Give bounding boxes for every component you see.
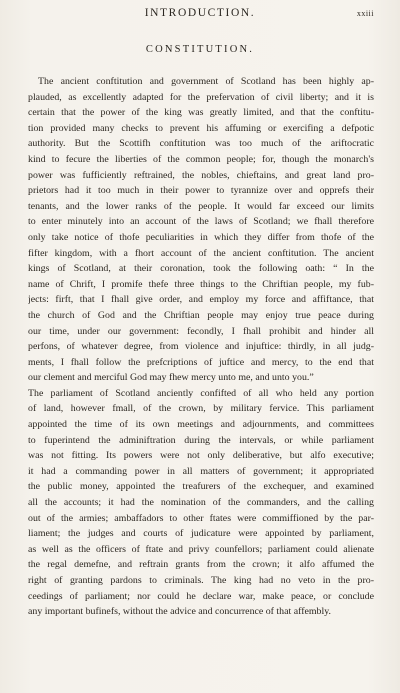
page-number: xxiii bbox=[356, 9, 374, 18]
text-line: out of the armies; ambaffadors to other ftates were commiffioned by the par- bbox=[28, 512, 374, 524]
text-line: power was fufficiently reftrained, the nobles, chieftains, and great land pro- bbox=[28, 169, 374, 181]
text-line: prietors had it too much in their power to tyrannize over and opprefs their bbox=[28, 185, 374, 197]
text-line: only take notice of thofe peculiarities in which they differ from thofe of the bbox=[28, 231, 374, 243]
text-line: ments, I fhall follow the prefcriptions of juftice and mercy, to the end that bbox=[28, 356, 374, 368]
text-line: to enter minutely into an account of the laws of Scotland; we fhall therefore bbox=[28, 216, 374, 228]
text-line: tenants, and the lower ranks of the people. It would far exceed our limits bbox=[28, 200, 374, 212]
text-line: it had a commanding power in all matters of government; it appropriated bbox=[28, 465, 374, 477]
text-line: jects: firft, that I fhall give order, and employ my force and affiftance, that bbox=[28, 294, 374, 306]
text-line: appointed the time of its own meetings and adjournments, and committees bbox=[28, 419, 374, 431]
text-line: all the accounts; it had the nomination of the commanders, and the calling bbox=[28, 497, 374, 509]
text-line: was not fitting. Its powers were not only deliberative, but alfo executive; bbox=[28, 450, 374, 462]
text-line: The ancient conftitution and government of Scotland has been highly ap- bbox=[38, 76, 374, 87]
text-line: authority. But the Scottifh conftitution was too much of the ariftocratic bbox=[28, 138, 374, 150]
section-title: CONSTITUTION. bbox=[145, 44, 255, 55]
running-head: INTRODUCTION. bbox=[144, 7, 256, 19]
text-line: to fuperintend the adminiftration during the intervals, or while parliament bbox=[28, 434, 374, 446]
text-line: tion provided many checks to prevent his affuming or exercifing a defpotic bbox=[28, 122, 374, 134]
body-text bbox=[28, 74, 374, 620]
text-line: certain that the power of the king was greatly limited, and that the conftitu- bbox=[28, 107, 374, 119]
text-line: our clement and merciful God may fhew mercy unto me, and unto you.” bbox=[28, 372, 314, 384]
text-line: the public money, appointed the treafurers of the exchequer, and examined bbox=[28, 481, 374, 493]
text-line: fifter kingdom, with a fhort account of the ancient conftitution. The ancient bbox=[28, 247, 374, 259]
text-line: of land, however fmall, of the crown, by military fervice. This parliament bbox=[28, 403, 374, 415]
text-line: The parliament of Scotland anciently confifted of all who held any portion bbox=[28, 387, 374, 399]
text-line: perfons, of whatever degree, from violence and injuftice: thirdly, in all judg- bbox=[28, 341, 374, 353]
text-line: right of granting pardons to criminals. The king had no veto in the pro- bbox=[28, 575, 374, 586]
text-line: kings of Scotland, at their coronation, took the following oath: “ In the bbox=[28, 263, 374, 275]
text-line: any important bufinefs, without the advice and concurrence of that affembly. bbox=[28, 606, 331, 618]
text-line: plauded, as excellently adapted for the prefervation of civil liberty; and it is bbox=[28, 91, 374, 103]
text-line: ceedings of parliament; nor could he declare war, make peace, or conclude bbox=[28, 590, 374, 602]
text-line: the regal demefne, and reftrain grants from the crown; it alfo affumed the bbox=[28, 559, 374, 571]
text-line: liament; the judges and courts of judicature were appointed by parliament, bbox=[28, 528, 374, 540]
text-line: as well as the officers of ftate and privy counfellors; parliament could alienate bbox=[28, 543, 374, 555]
text-line: the church of God and the Chriftian people may enjoy true peace during bbox=[28, 309, 374, 321]
text-line: kind to fecure the liberties of the common people; for, though the monarch's bbox=[28, 153, 374, 165]
text-line: our time, under our government: fecondly, I fhall prohibit and hinder all bbox=[28, 325, 374, 337]
text-line: name of Chrift, I promife thefe three things to the Chriftian people, my fub- bbox=[28, 278, 374, 290]
